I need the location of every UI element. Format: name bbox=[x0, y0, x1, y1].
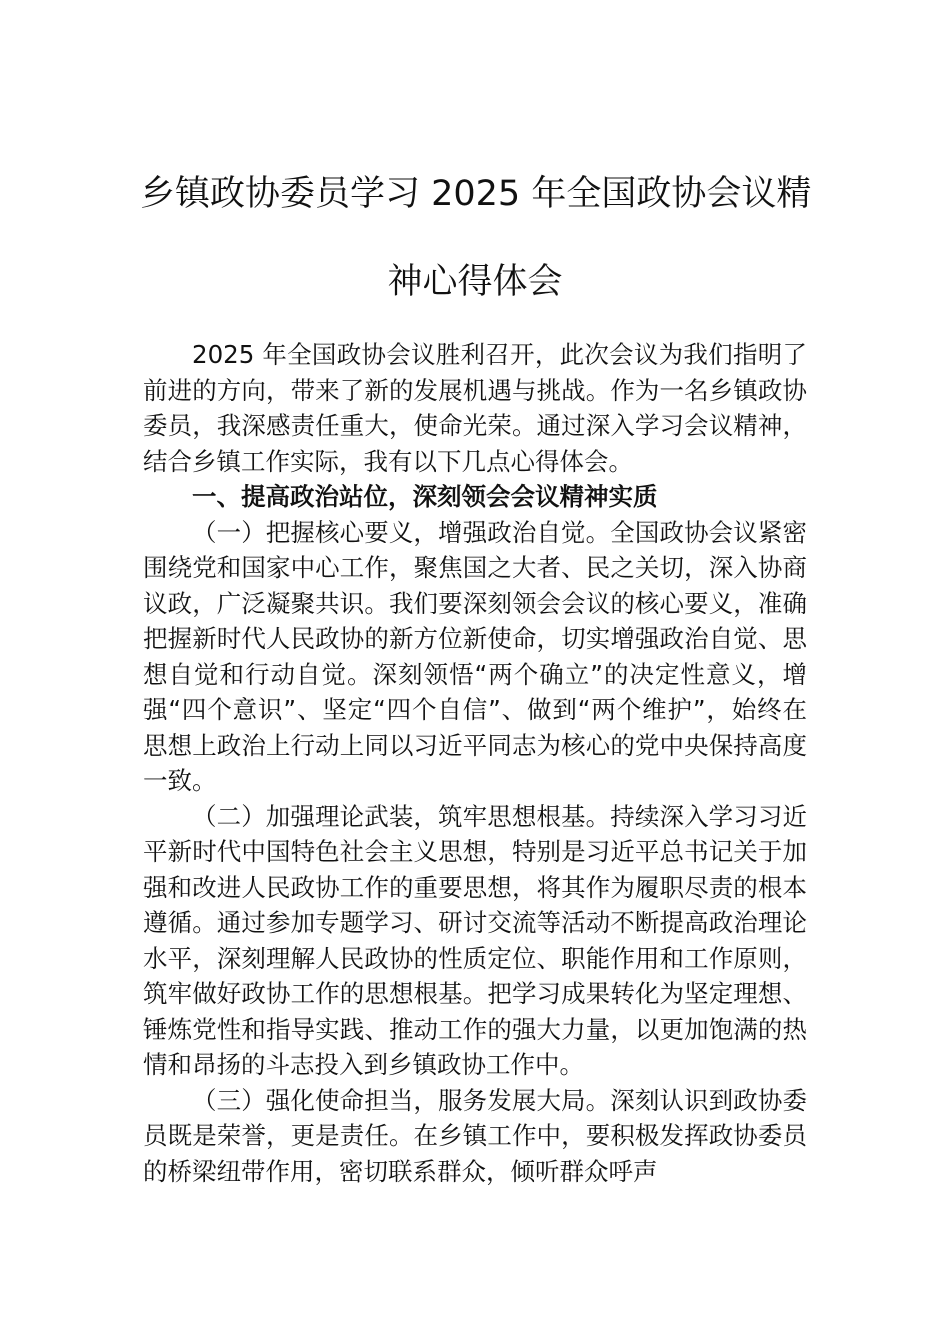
paragraph-3: （三）强化使命担当，服务发展大局。深刻认识到政协委员既是荣誉，更是责任。在乡镇工作中，要积极发挥政协委员的桥梁纽带作用，密切联系群众，倾听群众呼声 bbox=[143, 1085, 807, 1186]
title-line-2: 神心得体会 bbox=[387, 262, 563, 302]
intro-paragraph: 2025 年全国政协会议胜利召开，此次会议为我们指明了前进的方向，带来了新的发展机遇与挑战。作为一名乡镇政协委员，我深感责任重大，使命光荣。通过深入学习会议精神，结合乡镇工作实际，我有以下几点心得体会。 bbox=[143, 340, 807, 476]
paragraph-2: （二）加强理论武装，筑牢思想根基。持续深入学习习近平新时代中国特色社会主义思想，特别是习近平总书记关于加强和改进人民政协工作的重要思想，将其作为履职尽责的根本遵循。通过参加专题学习、研讨交流等活动不断提高政治理论水平，深刻理解人民政协的性质定位、职能作用和工作原则，筑牢做好政协工作的思想根基。把学习成果转化为坚定理想、锤炼党性和指导实践、推动工作的强大力量，以更加饱满的热情和昂扬的斗志投入到乡镇政协工作中。 bbox=[143, 801, 807, 1079]
section-heading-1: 一、提高政治站位，深刻领会会议精神实质 bbox=[192, 482, 658, 511]
document-title bbox=[140, 150, 810, 326]
paragraph-1: （一）把握核心要义，增强政治自觉。全国政协会议紧密围绕党和国家中心工作，聚焦国之大者、民之关切，深入协商议政，广泛凝聚共识。我们要深刻领会会议的核心要义，准确把握新时代人民政协的新方位新使命，切实增强政治自觉、思想自觉和行动自觉。深刻领悟“两个确立”的决定性意义，增强“四个意识”、坚定“四个自信”、做到“两个维护”，始终在思想上政治上行动上同以习近平同志为核心的党中央保持高度一致。 bbox=[143, 517, 807, 795]
title-line-1: 乡镇政协委员学习 2025 年全国政协会议精 bbox=[140, 174, 812, 214]
document-body bbox=[143, 337, 807, 1189]
